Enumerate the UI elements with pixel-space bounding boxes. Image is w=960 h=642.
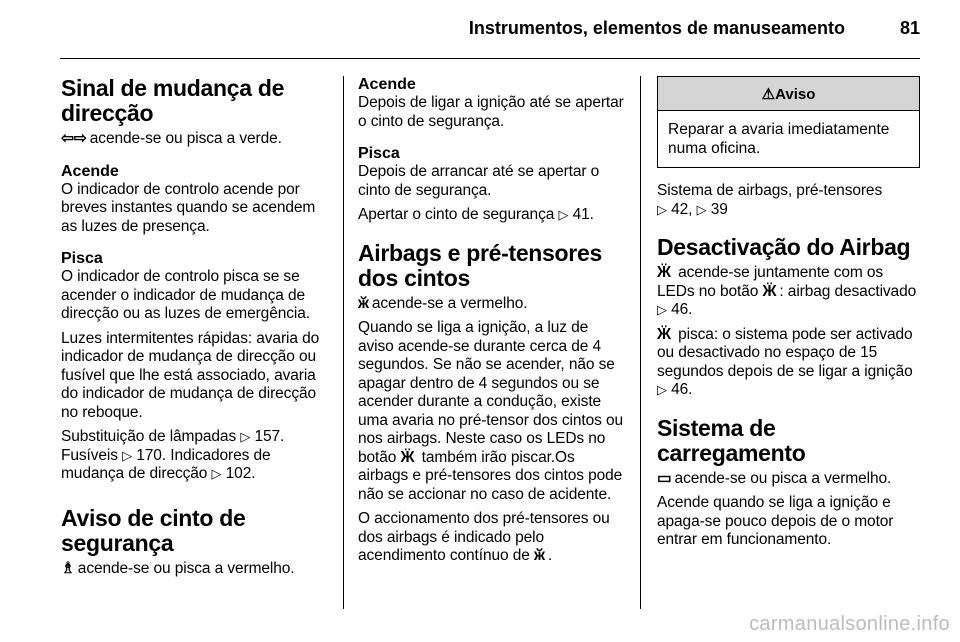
airbag-system-ref: Sistema de airbags, pré-tensores ▷ 42, ▷ 39 <box>657 182 883 218</box>
seatbelt-fasten-ref: Apertar o cinto de segurança ▷ 41. <box>358 206 594 223</box>
warning-header: ⚠Aviso <box>658 77 919 111</box>
warning-box <box>657 76 920 168</box>
section-title-seatbelt: Aviso de cinto de segurança <box>61 504 246 556</box>
column-divider <box>640 76 641 609</box>
airbag-text-2: O accionamento dos pré-tensores ou dos airbags é indicado pelo acendimento contínuo de ӂ . <box>358 510 610 564</box>
ref-arrow-icon: ▷ <box>696 201 707 217</box>
column-3 <box>657 76 922 556</box>
airbag-icon: ӂ <box>534 547 545 564</box>
ref-arrow-icon: ▷ <box>657 302 667 317</box>
section-title-turn-signal: Sinal de mudança de direcção <box>61 75 285 126</box>
turn-signal-icon: ⇦⇨ <box>61 130 87 147</box>
battery-icon: ▭ <box>657 469 672 487</box>
page-header <box>60 18 920 42</box>
airbag-off-icon: Ӝ <box>400 448 415 466</box>
subhead-flash: Pisca <box>61 250 103 267</box>
column-2 <box>358 76 625 572</box>
deact-flash-text: Ӝ pisca: o sistema pode ser activado ou desactivado no espaço de 15 segundos depois de se ligar a ignição ▷ 46. <box>657 325 913 398</box>
ref-arrow-icon: ▷ <box>558 207 569 222</box>
deact-text: Ӝ acende-se juntamente com os LEDs no botão Ӝ : airbag desactivado ▷ 46. <box>657 264 917 318</box>
header-rule <box>60 58 920 59</box>
header-title: Instrumentos, elementos de manuseamento <box>468 18 845 38</box>
seatbelt-intro: ♗ acende-se ou pisca a vermelho. <box>61 559 295 577</box>
turn-refs: Substituição de lâmpadas ▷ 157. Fusíveis ▷ 170. Indicadores de mudança de direcção ▷ 102. <box>61 428 285 482</box>
ref-arrow-icon: ▷ <box>122 447 133 463</box>
seatbelt-on-text: Depois de ligar a ignição até se apertar o cinto de segurança. <box>358 94 624 130</box>
subhead-on: Acende <box>358 76 416 93</box>
ref-arrow-icon: ▷ <box>240 429 251 444</box>
charge-text: Acende quando se liga a ignição e apaga-se pouco depois de o motor entrar em funcionamento. <box>657 494 894 548</box>
ref-arrow-icon: ▷ <box>657 382 667 397</box>
turn-flash-text: O indicador de controlo pisca se se acender o indicador de mudança de direcção ou as luzes de emergência. <box>61 268 310 322</box>
ref-arrow-icon: ▷ <box>211 466 222 481</box>
airbag-text-1: Quando se liga a ignição, a luz de aviso acende-se durante cerca de 4 segundos. Se não se acender, não se apagar dentro de 4 segundos ou se acender durante a condução, existe uma avaria no pré-tensor dos cintos ou nos airbags. Neste caso os LEDs no botão Ӝ também irão piscar.Os airbags e pré-tensores dos cintos pode não se accionar no caso de acidente. <box>358 319 624 503</box>
turn-rapid-text: Luzes intermitentes rápidas: avaria do indicador de mudança de direcção ou fusível que lhe está associado, avaria do indicador de mudança de direcção no reboque. <box>61 329 320 421</box>
airbag-off-icon: Ӝ <box>657 264 671 281</box>
page-number: 81 <box>899 18 920 38</box>
airbag-off-icon: Ӝ <box>762 282 777 300</box>
section-title-charging: Sistema de carregamento <box>657 414 806 466</box>
subhead-flash: Pisca <box>358 145 400 162</box>
section-title-airbags: Airbags e pré-tensores dos cintos <box>358 239 602 291</box>
airbag-icon: ӂ <box>358 294 369 312</box>
column-1 <box>61 76 329 584</box>
warning-triangle-icon: ⚠ <box>761 86 776 103</box>
section-title-airbag-deactivation: Desactivação do Airbag <box>657 234 911 260</box>
ref-arrow-icon: ▷ <box>657 201 667 217</box>
airbag-off-icon: Ӝ <box>657 325 671 343</box>
seatbelt-icon: ♗ <box>61 559 75 577</box>
turn-on-text: O indicador de controlo acende por breves instantes quando se acendem as luzes de presença. <box>61 180 316 235</box>
subhead-on: Acende <box>61 162 119 180</box>
watermark: carmanualsonline.info <box>749 613 950 635</box>
charge-intro: ▭ acende-se ou pisca a vermelho. <box>657 469 892 487</box>
seatbelt-flash-text: Depois de arrancar até se apertar o cinto de segurança. <box>358 163 600 199</box>
column-divider <box>343 76 344 609</box>
warning-text: Reparar a avaria imediatamente numa oficina. <box>668 121 890 157</box>
airbag-intro: ӂ acende-se a vermelho. <box>358 294 528 312</box>
turn-signal-intro: ⇦⇨ acende-se ou pisca a verde. <box>61 130 282 147</box>
